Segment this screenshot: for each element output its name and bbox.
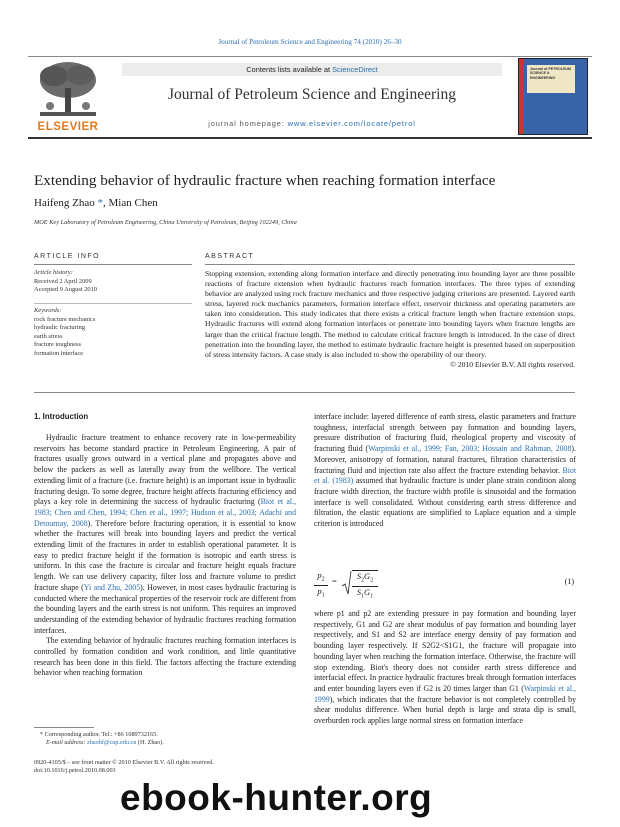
journal-citation[interactable]: Journal of Petroleum Science and Engineering 74 (2010) 26–30 xyxy=(218,38,402,46)
keywords-block xyxy=(34,307,192,359)
keywords-label: Keywords: xyxy=(34,307,62,314)
article-history xyxy=(34,269,192,295)
intro-paragraph-2: The extending behavior of hydraulic fractures reaching formation interfaces is controlled by formation condition and work condition, and little quantitative research has been done in this field. The factors affecting the fracture extending behavior when reaching formation xyxy=(34,636,296,678)
abstract-bottom-rule xyxy=(34,392,575,393)
intro-paragraph-3: interface include: layered difference of earth stress, elastic parameters and fracture toughness, interfacial strength between pay formation and bounding layers, pressure distribution of fracturing fluid, rheological property and viscosity of fracturing fluid (Warpinski et al., 1999; Fan, 2003; Hossain and Rahman, 2008). Moreover, anisotropy of formation, natural fractures, filtration characteristics of fracturing fluid and injection rate also affect the fracture extending behavior. Biot et al. (1983) assumed that hydraulic fracture is under plane strain condition along fracture width direction, the fracture width profile is sinusoidal and the formation interface is well consolidated. Without considering earth stress difference and filtration, the elastic equations are simplified to Laplace equation and a simple criterion is introduced xyxy=(314,412,576,529)
abstract-copyright: © 2010 Elsevier B.V. All rights reserved. xyxy=(450,359,575,369)
equation-1 xyxy=(314,570,576,600)
journal-cover-image[interactable] xyxy=(518,58,588,135)
accepted-date: Accepted 9 August 2010 xyxy=(34,286,98,294)
intro-paragraph-4: where p1 and p2 are extending pressure in pay formation and bounding layer respectively, G1 and G2 are shear modulus of pay formation and bounding layer respectively, and S1 and S2 are interface energy density of pay formation and bounding layer respectively. If S2G2<S1G1, the fracture will propagate into bounding layer when reaching the formation interface. Otherwise, the fracture will stop extending. Biot's theory does not consider earth stress difference and interfacial effect. In practice hydraulic fractures break through formation interfaces and enter bounding layers even if G2 is 20 times larger than G1 (Warpinski et al., 1999), which indicates that the fracture behavior is not completely controlled by shear modulus difference. When burial depth is large and strata dip is small, overburden rock applies large normal stress on formation interface xyxy=(314,609,576,726)
doi-link[interactable]: doi:10.1016/j.petrol.2010.08.003 xyxy=(34,767,116,775)
keyword: earth stress xyxy=(34,332,63,340)
cover-title: Journal of PETROLEUM SCIENCE & ENGINEERING xyxy=(527,65,575,93)
affiliation: MOE Key Laboratory of Petroleum Engineering, China University of Petroleum, Beijing 102249, China xyxy=(34,219,297,226)
equation-number: (1) xyxy=(564,577,574,586)
email-label: E-mail address: xyxy=(46,739,88,747)
citation-link[interactable]: Biot et al., 1983; Chen and Chen, 1994; Chen et al., 1997; Hudson et al., 2003; Adachi and Detournay, 2008 xyxy=(34,497,296,528)
abstract-heading: ABSTRACT xyxy=(205,253,255,260)
received-date: Received 2 April 2009 xyxy=(34,277,92,285)
left-column xyxy=(34,433,296,679)
publisher-logo: ELSEVIER xyxy=(37,121,99,133)
right-column-bottom xyxy=(314,609,576,727)
watermark: ebook-hunter.org xyxy=(120,777,433,818)
keyword: hydraulic fracturing xyxy=(34,324,85,332)
abstract-rule xyxy=(205,264,575,265)
article-info-heading: ARTICLE INFO xyxy=(34,253,101,260)
issn-line: 0920-4105/$ – see front matter © 2010 Elsevier B.V. All rights reserved. xyxy=(34,759,214,766)
cover-strip xyxy=(519,59,524,134)
citation-link[interactable]: Warpinski et al., 1999; Fan, 2003; Hossain and Rahman, 2008 xyxy=(368,444,572,454)
info-rule xyxy=(34,264,192,265)
citation-link[interactable]: Warpinski et al., 1999 xyxy=(314,683,576,704)
homepage-link[interactable]: www.elsevier.com/locate/petrol xyxy=(287,119,416,128)
abstract-text: Stopping extension, extending along formation interface and directly penetrating into bounding layer are three possible reactions of fracture extension when hydraulic fractures reach formation interfaces. The three types of extending behavior are analyzed using rock fracture mechanics and three respective judging criterions are presented. Layered earth stress, layered rock mechanics parameters, formation interface effect, reservoir thickness and operating parameters are taken into consideration. This study indicates that there exists a critical fracture length when fracture extension stops. Hydraulic fractures will extend along formation interfaces or penetrate into bounding layers when fracture lengths are larger than the critical fracture length. The method to calculate critical fracture length is introduced. In the case of direct penetration into the bounding layer, the method to estimate hydraulic fracture height is presented based on superposition of stress intensity factors. A case study is also included to show the operability of our theory. xyxy=(205,269,575,359)
abstract-body xyxy=(205,269,575,370)
equation-equals: = xyxy=(332,576,337,586)
footnote: * Corresponding author. Tel.: +86 1089732165. E-mail address: zhaohf@cup.edu.cn (H. Zhao). xyxy=(40,731,290,748)
contents-prefix: Contents lists available at xyxy=(246,65,333,74)
corresponding-author-mark[interactable]: * xyxy=(97,197,104,209)
article-title: Extending behavior of hydraulic fracture when reaching formation interface xyxy=(34,172,496,189)
sciencedirect-link[interactable]: ScienceDirect xyxy=(332,65,378,74)
history-label: Article history: xyxy=(34,269,73,276)
keyword: rock fracture mechanics xyxy=(34,315,96,323)
section-heading-introduction: 1. Introduction xyxy=(34,412,89,421)
author-list xyxy=(34,197,158,209)
history-rule xyxy=(34,303,192,304)
equation-rhs: $\frac{S_2G_2}{S_1G_1}$ xyxy=(352,570,378,601)
front-matter xyxy=(34,759,314,776)
author-2: , Mian Chen xyxy=(103,197,158,209)
citation-link[interactable]: Yi and Zhu, 2005 xyxy=(83,582,141,592)
journal-title: Journal of Petroleum Science and Engineering xyxy=(168,86,456,103)
author-1: Haifeng Zhao xyxy=(34,197,98,209)
homepage-prefix: journal homepage: xyxy=(208,119,288,128)
journal-homepage xyxy=(120,119,504,128)
citation-link[interactable]: Biot et al. (1983) xyxy=(314,465,576,486)
corresponding-author-note: * Corresponding author. Tel.: +86 1089732165. xyxy=(40,731,158,738)
equation-lhs: $\frac{p_2}{p_1}$ xyxy=(314,570,328,600)
contents-bar xyxy=(122,63,502,76)
sqrt-sign-icon xyxy=(342,570,352,596)
keyword: formation interface xyxy=(34,349,84,357)
footnote-rule xyxy=(34,727,94,728)
elsevier-tree-logo-icon xyxy=(34,58,102,118)
keyword: fracture toughness xyxy=(34,341,82,349)
email-link[interactable]: zhaohf@cup.edu.cn xyxy=(87,739,137,747)
intro-paragraph-1: Hydraulic fracture treatment to enhance recovery rate in low-permeability reservoirs has become standard practice in Petroleum Engineering. A pair of fractures usually grows outward in a vertical plane and propagates above and below the packers as well as laterally away from the wellbore. The vertical extending limit of a fracture (i.e. fracture height) is an important issue in hydraulic fracturing design. To some degree, fracture height affects fracturing efficiency and plays a key role in determining the success of hydraulic fracturing (Biot et al., 1983; Chen and Chen, 1994; Chen et al., 1997; Hudson et al., 2003; Adachi and Detournay, 2008). Therefore before fracturing operation, it is essential to know whether the fractures will break into bounding layers and predict the vertical extending limit of the fractures in order to establish operational parameter. It is easy to predict fracture height if the formation is isotropic and earth stress is uniform. In this case the fracture is circular and fracture height equals fracture length. We can use delivery capacity, filter loss and fracture volume to predict fracture shape (Yi and Zhu, 2005). However, in most cases hydraulic fracturing is conducted where the mechanical properties of the reservoir rock are different from the bounding layers and the earth stress is not uniform. This requires an improved understanding of the extending behavior of hydraulic fractures reaching formation interfaces. xyxy=(34,433,296,635)
right-column-top xyxy=(314,412,576,530)
